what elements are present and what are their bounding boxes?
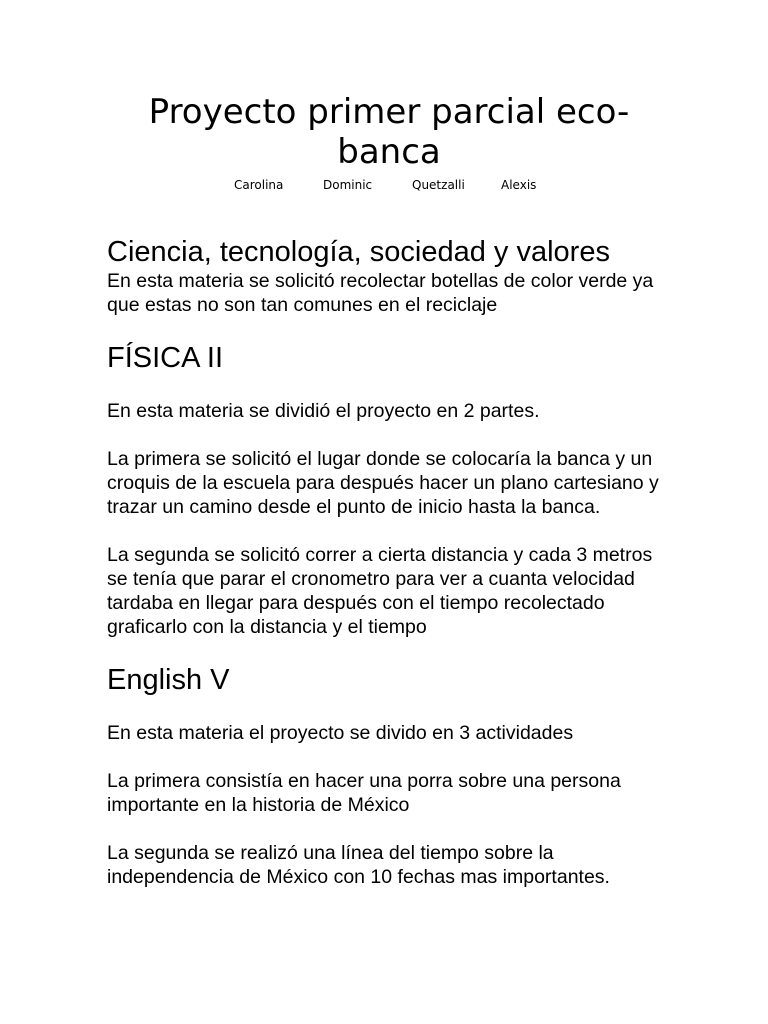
section-heading: English V [107,664,230,696]
paragraph: En esta materia se solicitó recolectar botellas de color verde ya que estas no son tan comunes en el reciclaje [107,270,654,316]
author-name: Quetzalli [412,178,465,192]
paragraph: En esta materia el proyecto se divido en 3 actividades [107,722,574,744]
author-list [0,177,768,195]
paragraph: La primera consistía en hacer una porra sobre una persona importante en la historia de México [107,770,621,816]
section-english [107,663,667,889]
author-name: Carolina [234,178,284,192]
author-name: Alexis [501,178,537,192]
document-title: Proyecto primer parcial eco-banca [148,92,630,172]
paragraph: La segunda se realizó una línea del tiempo sobre la independencia de México con 10 fechas mas importantes. [107,842,610,888]
paragraph: En esta materia se dividió el proyecto en 2 partes. [107,400,540,422]
paragraph: La segunda se solicitó correr a cierta distancia y cada 3 metros se tenía que parar el cronometro para ver a cuanta velocidad tardaba en llegar para después con el tiempo recolectado graficarlo con la distancia y el tiempo [107,544,653,638]
section-heading: FÍSICA II [107,342,224,374]
section-fisica [107,341,667,639]
section-heading: Ciencia, tecnología, sociedad y valores [107,236,610,268]
document-body [107,235,667,889]
author-name: Dominic [323,178,373,192]
paragraph: La primera se solicitó el lugar donde se colocaría la banca y un croquis de la escuela para después hacer un plano cartesiano y trazar un camino desde el punto de inicio hasta la banca. [107,448,659,518]
section-ctsv [107,235,667,317]
